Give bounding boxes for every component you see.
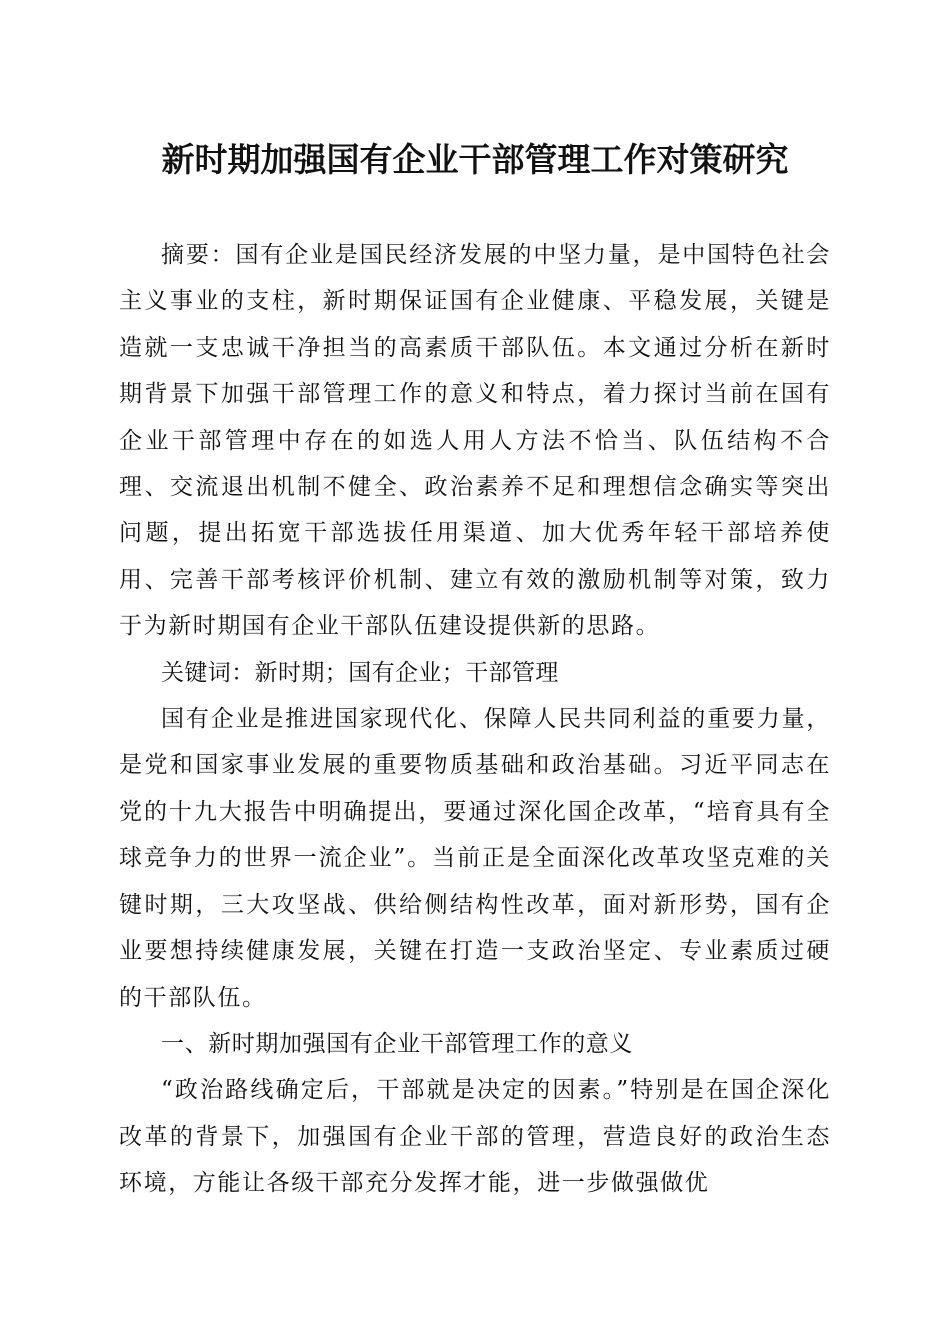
document-title: 新时期加强国有企业干部管理工作对策研究 bbox=[161, 140, 789, 179]
document-body bbox=[119, 232, 831, 1207]
section-heading: 一、新时期加强国有企业干部管理工作的意义 bbox=[161, 1030, 633, 1057]
abstract-paragraph: 摘要：国有企业是国民经济发展的中坚力量，是中国特色社会主义事业的支柱，新时期保证国有企业健康、平稳发展，关键是造就一支忠诚干净担当的高素质干部队伍。本文通过分析在新时期背景下加强干部管理工作的意义和特点，着力探讨当前在国有企业干部管理中存在的如选人用人方法不恰当、队伍结构不合理、交流退出机制不健全、政治素养不足和理想信念确实等突出问题，提出拓宽干部选拔任用渠道、加大优秀年轻干部培养使用、完善干部考核评价机制、建立有效的激励机制等对策，致力于为新时期国有企业干部队伍建设提供新的思路。 bbox=[119, 242, 831, 640]
section-paragraph: “政治路线确定后，干部就是决定的因素。”特别是在国企深化改革的背景下，加强国有企业干部的管理，营造良好的政治生态环境，方能让各级干部充分发挥才能，进一步做强做优 bbox=[119, 1077, 831, 1197]
intro-paragraph: 国有企业是推进国家现代化、保障人民共同利益的重要力量，是党和国家事业发展的重要物质基础和政治基础。习近平同志在党的十九大报告中明确提出，要通过深化国企改革，“培育具有全球竞争力的世界一流企业”。当前正是全面深化改革攻坚克难的关键时期，三大攻坚战、供给侧结构性改革，面对新形势，国有企业要想持续健康发展，关键在打造一支政治坚定、专业素质过硬的干部队伍。 bbox=[119, 706, 831, 1011]
keywords-line: 关键词：新时期；国有企业；干部管理 bbox=[161, 659, 559, 686]
